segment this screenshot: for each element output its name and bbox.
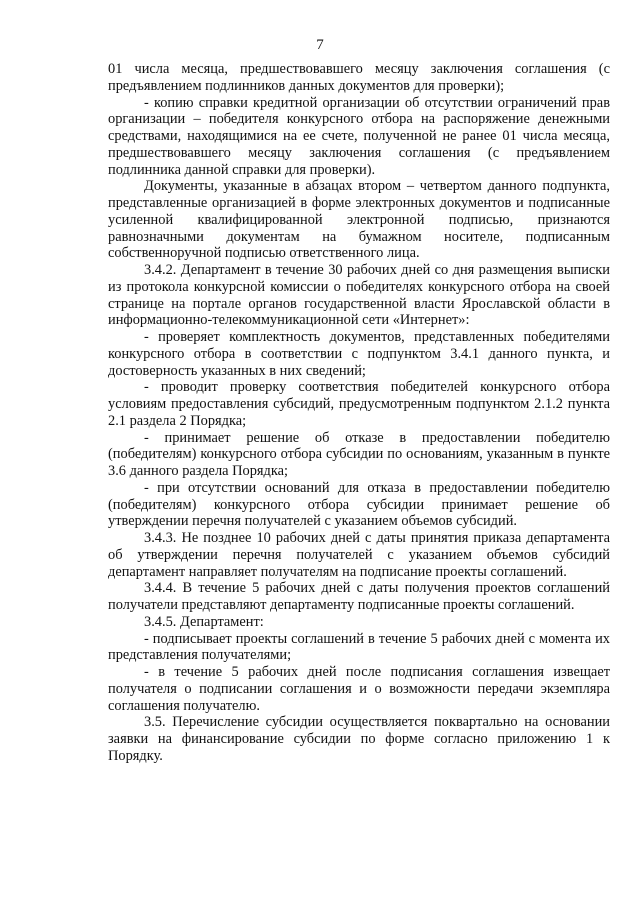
document-body bbox=[108, 61, 610, 765]
paragraph-3-4-2: 3.4.2. Департамент в течение 30 рабочих дней со дня размещения выписки из протокола конкурсной комиссии о победителях конкурсного отбора на своей странице на портале органов государственной власти Ярославской области в информационно-телекоммуникационной сети «Интернет»: bbox=[108, 262, 610, 329]
paragraph-continuation: 01 числа месяца, предшествовавшего месяцу заключения соглашения (с предъявлением подлинников данных документов для проверки); bbox=[108, 61, 610, 94]
paragraph-3-4-4: 3.4.4. В течение 5 рабочих дней с даты получения проектов соглашений получатели представляют департаменту подписанные проекты соглашений. bbox=[108, 580, 610, 613]
paragraph-3-4-5: 3.4.5. Департамент: bbox=[144, 613, 264, 630]
paragraph-3-4-3: 3.4.3. Не позднее 10 рабочих дней с даты принятия приказа департамента об утверждении перечня получателей с указанием объемов субсидий департамент направляет получателям на подписание проекты соглашений. bbox=[108, 530, 610, 580]
paragraph-approval-decision: - при отсутствии оснований для отказа в предоставлении победителю (победителям) конкурсного отбора субсидии принимает решение об утверждении перечня получателей с указанием объемов субсидий. bbox=[108, 479, 610, 530]
paragraph-check-completeness: - проверяет комплектность документов, представленных победителями конкурсного отбора в соответствии с подпунктом 3.4.1 данного пункта, и достоверность указанных в них сведений; bbox=[108, 329, 610, 379]
paragraph-bank-certificate: - копию справки кредитной организации об отсутствии ограничений прав организации – победителя конкурсного отбора на распоряжение денежными средствами, находящимися на ее счете, полученной не ранее 01 числа месяца, предшествовавшего месяцу заключения соглашения (с предъявлением подлинника данной справки для проверки). bbox=[108, 94, 610, 178]
paragraph-refusal-decision: - принимает решение об отказе в предоставлении победителю (победителям) конкурсного отбора субсидии по основаниям, указанным в пункте 3.6 данного раздела Порядка; bbox=[108, 429, 610, 479]
paragraph-check-compliance: - проводит проверку соответствия победителей конкурсного отбора условиям предоставления субсидий, предусмотренным подпунктом 2.1.2 пункта 2.1 раздела 2 Порядка; bbox=[108, 379, 610, 429]
paragraph-electronic-documents: Документы, указанные в абзацах втором – четвертом данного подпункта, представленные организацией в форме электронных документов и подписанные усиленной квалифицированной электронной подписью, признаются равнозначными документам на бумажном носителе, подписанным собственноручной подписью ответственного лица. bbox=[108, 178, 610, 262]
paragraph-notify-recipient: - в течение 5 рабочих дней после подписания соглашения извещает получателя о подписании соглашения и о возможности передачи экземпляра соглашения получателю. bbox=[108, 664, 610, 714]
page-number: 7 bbox=[316, 37, 324, 53]
paragraph-3-5: 3.5. Перечисление субсидии осуществляется поквартально на основании заявки на финансирование субсидии по форме согласно приложению 1 к Порядку. bbox=[108, 714, 610, 764]
paragraph-sign-agreements: - подписывает проекты соглашений в течение 5 рабочих дней с момента их представления получателями; bbox=[108, 630, 610, 664]
